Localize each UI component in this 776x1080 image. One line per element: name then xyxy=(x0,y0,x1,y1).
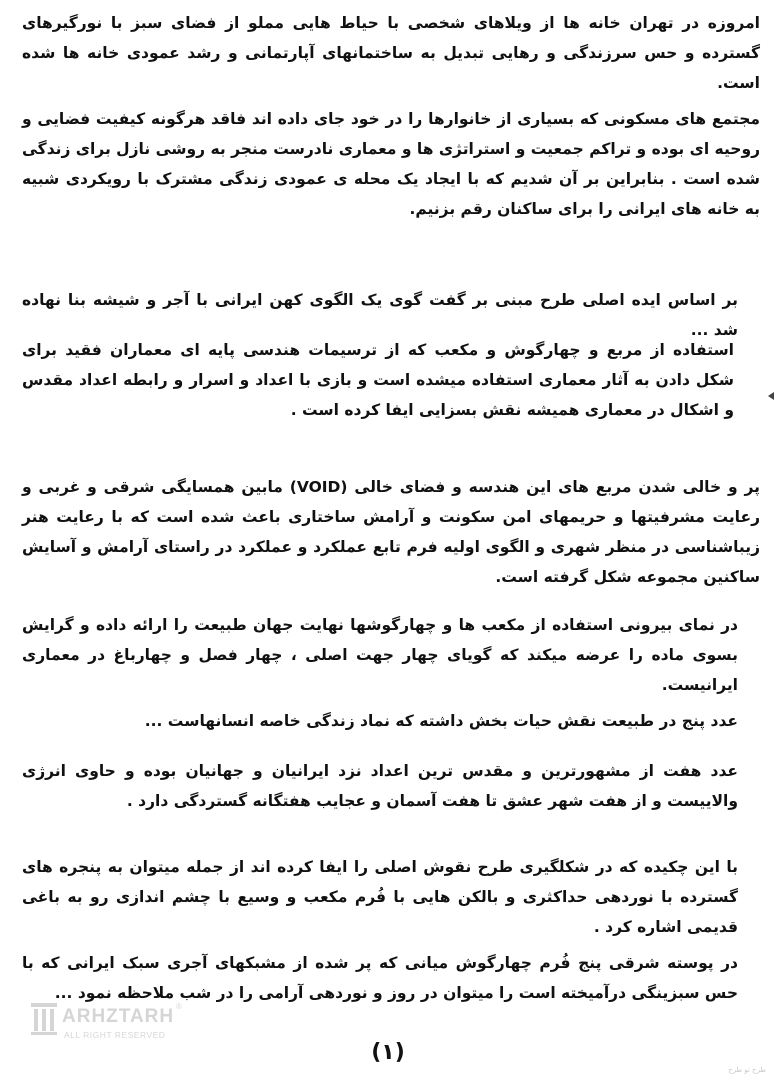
watermark-tagline: ALL RIGHT RESERVED xyxy=(64,1030,166,1040)
paragraph-square-geometry: استفاده از مربع و چهارگوش و مکعب که از ترسیمات هندسی پایه ای معماران فقید برای شکل دادن به آثار معماری استفاده میشده است و بازی با اعداد و اسرار و رابطه اعداد مقدس و اشکال در معماری همیشه نقش بسزایی ایفا کرده است . xyxy=(22,341,734,419)
corner-watermark-text: طرح تو طرح xyxy=(728,1066,766,1074)
page-number: (۱) xyxy=(371,1040,405,1065)
paragraph-windows-balconies: با این چکیده که در شکلگیری طرح نقوش اصلی را ایفا کرده اند از جمله میتوان به پنجره های گسترده با نوردهی حداکثری و بالکن هایی با فُرم مکعب و وسیع با چشم اندازی رو به باغی قدیمی اشاره کرد . xyxy=(22,858,738,936)
column-logo-icon xyxy=(30,1002,58,1036)
watermark-brand: ARHZTARH xyxy=(62,1006,175,1027)
paragraph-number-seven: عدد هفت از مشهورترین و مقدس ترین اعداد نزد ایرانیان و جهانیان بوده و حاوی انرژی والاییست و از هفت شهر عشق تا هفت آسمان و عجایب هفتگانه گستردگی دارد . xyxy=(22,762,738,810)
paragraph-residential-complexes: مجتمع های مسکونی که بسیاری از خانوارها را در خود جای داده اند فاقد هرگونه کیفیت فضایی و روحیه ای بوده و تراکم جمعیت و استراتژی ها و معماری نادرست منجر به روشی نازل برای زندگی شده است . بنابراین بر آن شدیم که با ایجاد یک محله ی عمودی زندگی مشترک با رویکردی شبیه به خانه های ایرانی را برای ساکنان رقم بزنیم. xyxy=(22,110,760,218)
edge-arrow-icon xyxy=(768,392,774,400)
paragraph-eastern-shell: در پوسته شرقی پنج فُرم چهارگوش میانی که پر شده از مشبکهای آجری سبک ایرانی که با حس سبزینگی درآمیخته است را میتوان در روز و نوردهی آرامی را در شب ملاحظه نمود ... xyxy=(22,954,738,1002)
paragraph-void-space: پر و خالی شدن مربع های این هندسه و فضای خالی (VOID) مابین همسایگی شرقی و غربی و رعایت مشرفیتها و حریمهای امن سکونت و آرامش ساختاری باعث شده است که با رعایت هنر زیباشناسی در منظر شهری و الگوی اولیه فرم تابع عملکرد و عملکرد در راستای آرامش و آسایش ساکنین مجموعه شکل گرفته است. xyxy=(22,478,760,586)
paragraph-main-idea: بر اساس ایده اصلی طرح مبنی بر گفت گوی یک الگوی کهن ایرانی با آجر و شیشه بنا نهاده شد ... xyxy=(22,291,738,339)
registered-mark: ® xyxy=(176,1002,182,1011)
paragraph-intro-tehran-housing: امروزه در تهران خانه ها از ویلاهای شخصی با حیاط هایی مملو از فضای سبز با نورگیرهای گسترده و حس سرزندگی و رهایی تبدیل به ساختمانهای آپارتمانی و رشد عمودی خانه ها شده است. xyxy=(22,14,760,92)
paragraph-number-five: عدد پنج در طبیعت نقش حیات بخش داشته که نماد زندگی خاصه انسانهاست ... xyxy=(144,712,738,730)
watermark xyxy=(30,996,190,1052)
paragraph-exterior-facade: در نمای بیرونی استفاده از مکعب ها و چهارگوشها نهایت جهان طبیعت را ارائه داده و گرایش بسوی ماده را عرضه میکند که گویای چهار جهت اصلی ، چهار فصل و چهارباغ در معماری ایرانیست. xyxy=(22,616,738,694)
